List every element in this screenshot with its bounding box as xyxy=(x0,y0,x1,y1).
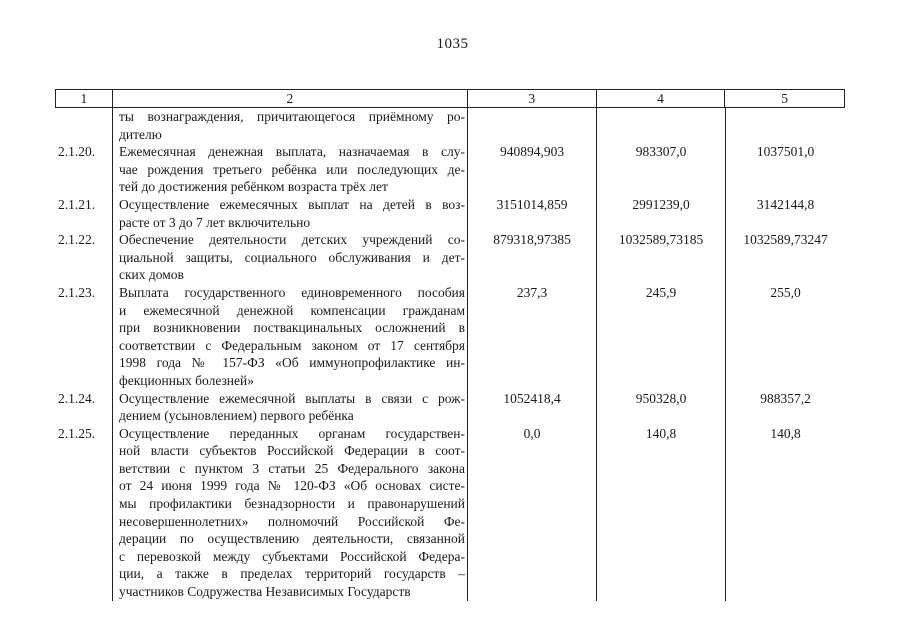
description-line: ной власти субъектов Российской Федерации в соот- xyxy=(119,443,465,459)
description-line: дерации по осуществлению деятельности, связанной xyxy=(119,531,465,547)
row-value-v3 xyxy=(468,108,597,143)
row-value-v5: 1037501,0 xyxy=(756,144,815,160)
description-line: соответствии с Федеральным законом от 17 сентября xyxy=(119,337,465,353)
row-value-v4: 950328,0 xyxy=(597,390,726,425)
header-col-3: 3 xyxy=(468,90,597,107)
row-description xyxy=(112,284,468,390)
description-line: Осуществление переданных органам государствен- xyxy=(119,425,465,441)
description-line: дителю xyxy=(119,126,162,142)
table-row xyxy=(55,231,845,284)
table-row xyxy=(55,390,845,425)
header-col-2: 2 xyxy=(113,90,468,107)
row-value-v4: 140,8 xyxy=(597,425,726,601)
table-row xyxy=(55,108,845,143)
table-body xyxy=(55,108,845,601)
row-value-v4: 245,9 xyxy=(597,284,726,390)
row-value-v5: 255,0 xyxy=(770,284,801,300)
table-row xyxy=(55,284,845,390)
header-col-1: 1 xyxy=(56,90,113,107)
table-header-row xyxy=(55,89,845,108)
table-row xyxy=(55,143,845,196)
description-line: тей до достижения ребёнком возраста трёх лет xyxy=(119,179,388,195)
header-col-4: 4 xyxy=(597,90,726,107)
table-row xyxy=(55,196,845,231)
row-value-v3: 237,3 xyxy=(468,284,597,390)
description-line: Осуществление ежемесячной выплаты в связи с рож- xyxy=(119,390,465,406)
description-line: от 24 июня 1999 года № 120-ФЗ «Об основах систе- xyxy=(119,478,465,494)
row-value-v5: 1032589,73247 xyxy=(743,232,828,248)
row-value-v3: 1052418,4 xyxy=(468,390,597,425)
description-line: несовершеннолетних» полномочий Российской Фе- xyxy=(119,513,465,529)
description-line: фекционных болезней» xyxy=(119,372,254,388)
table-row xyxy=(55,425,845,601)
description-line: ских домов xyxy=(119,267,184,283)
row-description xyxy=(112,231,468,284)
description-line: дением (усыновлением) первого ребёнка xyxy=(119,408,354,424)
row-value-v5: 140,8 xyxy=(770,425,801,441)
row-value-v5 xyxy=(726,108,845,143)
row-description xyxy=(112,143,468,196)
row-number: 2.1.20. xyxy=(58,144,96,160)
row-value-v3: 0,0 xyxy=(468,425,597,601)
description-line: 1998 года № 157-ФЗ «Об иммунопрофилактике ин- xyxy=(119,355,465,371)
row-value-v4: 983307,0 xyxy=(597,143,726,196)
row-description xyxy=(112,390,468,425)
description-line: с перевозкой между субъектами Российской Федера- xyxy=(119,548,465,564)
header-col-5: 5 xyxy=(781,91,789,106)
row-value-v5: 988357,2 xyxy=(760,390,811,406)
description-line: ветствии с пунктом 3 статьи 25 Федерального закона xyxy=(119,460,465,476)
row-number xyxy=(55,108,112,143)
row-value-v4: 1032589,73185 xyxy=(597,231,726,284)
row-value-v4 xyxy=(597,108,726,143)
description-line: мы профилактики безнадзорности и правонарушений xyxy=(119,496,465,512)
row-value-v3: 879318,97385 xyxy=(468,231,597,284)
row-number: 2.1.21. xyxy=(58,196,96,212)
row-value-v4: 2991239,0 xyxy=(597,196,726,231)
row-number: 2.1.23. xyxy=(58,284,96,300)
description-line: чае рождения третьего ребёнка или последующих де- xyxy=(119,161,465,177)
description-line: ции, а также в пределах территорий государств – xyxy=(119,566,465,582)
description-line: Ежемесячная денежная выплата, назначаемая в слу- xyxy=(119,144,465,160)
row-description xyxy=(112,425,468,601)
description-line: Выплата государственного единовременного пособия xyxy=(119,284,465,300)
description-line: участников Содружества Независимых Государств xyxy=(119,584,411,600)
description-line: расте от 3 до 7 лет включительно xyxy=(119,214,311,230)
row-number: 2.1.24. xyxy=(58,390,96,406)
row-value-v3: 940894,903 xyxy=(468,143,597,196)
row-value-v3: 3151014,859 xyxy=(468,196,597,231)
row-value-v5: 3142144,8 xyxy=(756,196,815,212)
row-number: 2.1.22. xyxy=(58,232,96,248)
description-line: Обеспечение деятельности детских учреждений со- xyxy=(119,232,465,248)
row-description xyxy=(112,196,468,231)
description-line: ты вознаграждения, причитающегося приёмному ро- xyxy=(119,109,465,124)
budget-table xyxy=(55,89,845,601)
row-description xyxy=(112,108,468,143)
description-line: при возникновении поствакцинальных осложнений в xyxy=(119,320,465,336)
description-line: и ежемесячной денежной компенсации гражданам xyxy=(119,302,465,318)
description-line: Осуществление ежемесячных выплат на детей в воз- xyxy=(119,196,465,212)
row-number: 2.1.25. xyxy=(58,425,96,441)
page-number: 1035 xyxy=(436,36,469,52)
description-line: циальной защиты, социального обслуживания и дет- xyxy=(119,249,465,265)
